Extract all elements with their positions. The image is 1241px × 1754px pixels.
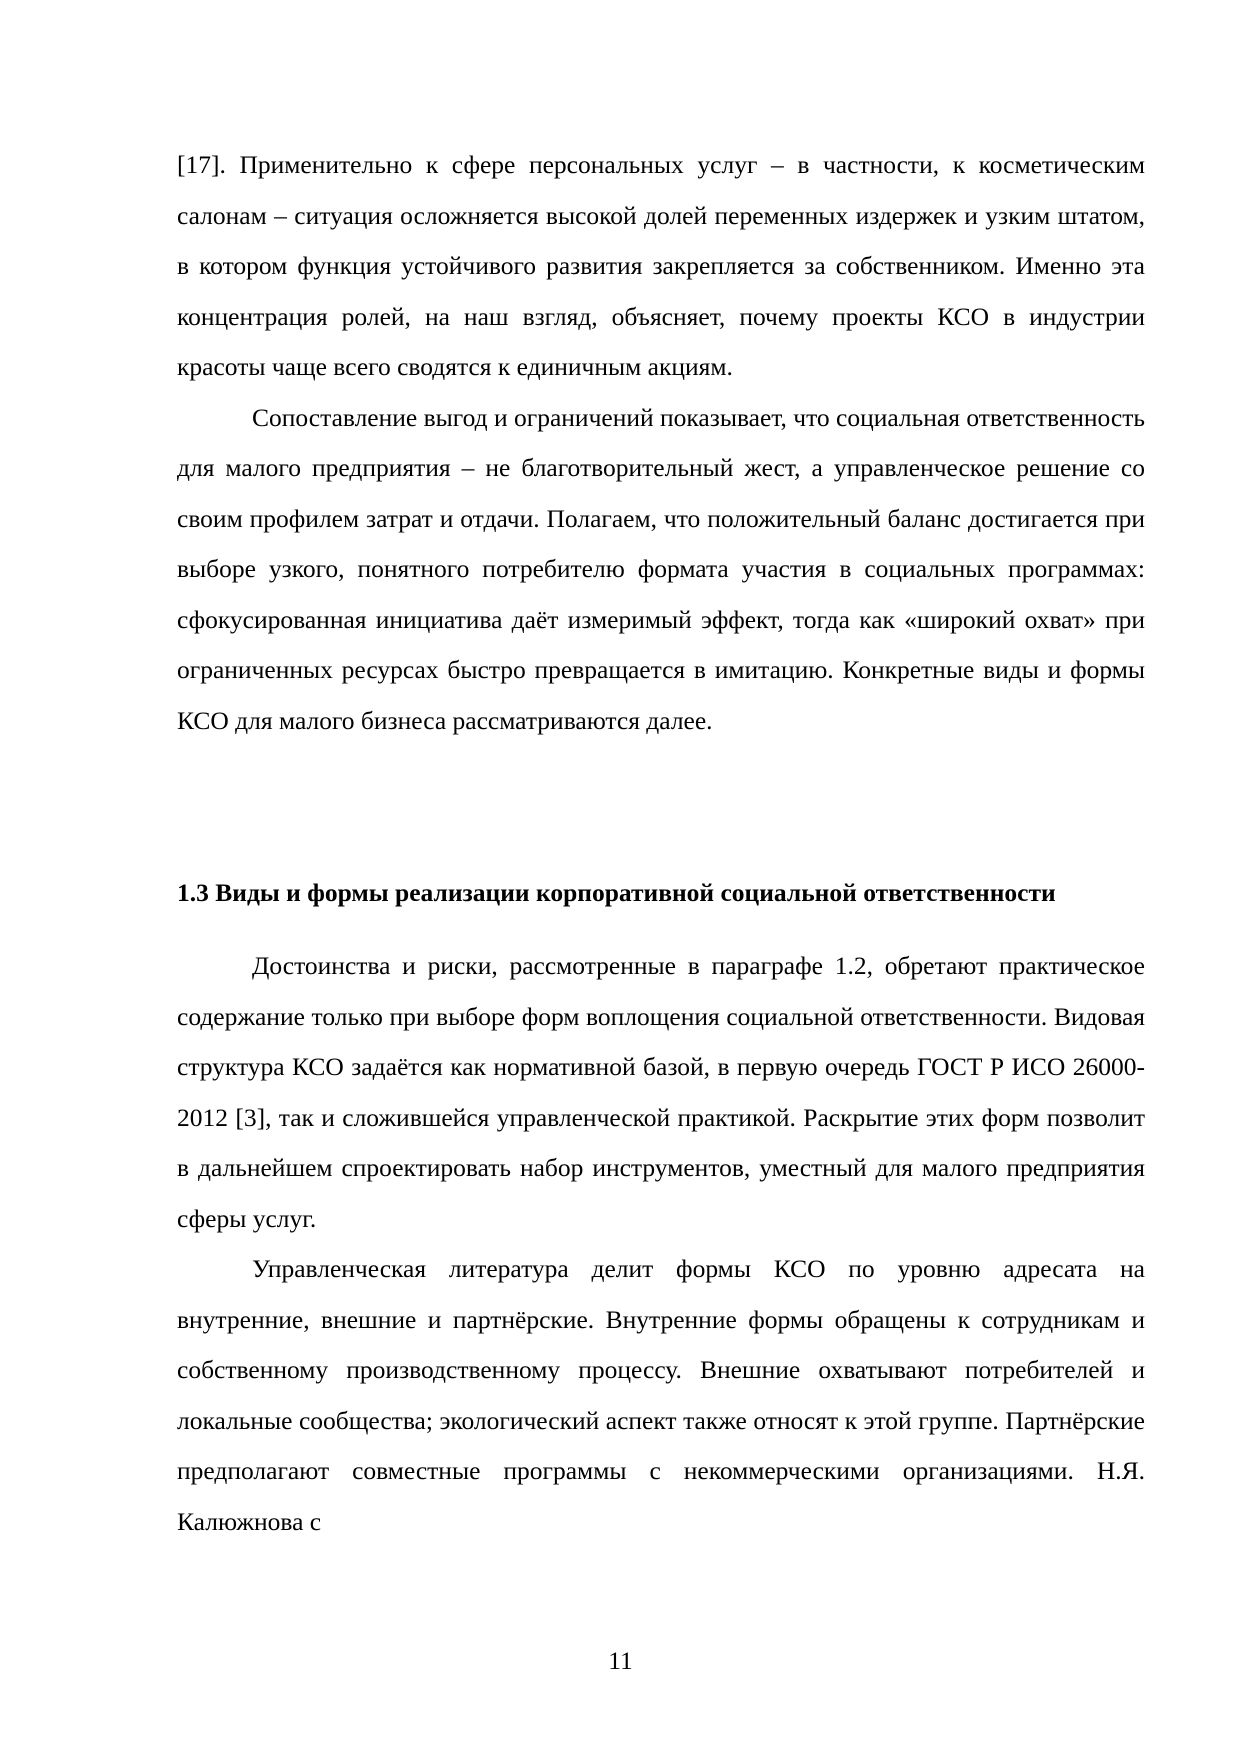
page-number: 11 [608,1646,633,1675]
paragraph-continuation: [17]. Применительно к сфере персональных услуг – в частности, к косметическим салонам – ситуация осложняется высокой долей переменных издержек и узким штатом, в котором функция устойчивого развития закрепляется за собственником. Именно эта концентрация ролей, на наш взгляд, объясняет, почему проекты КСО в индустрии красоты чаще всего сводятся к единичным акциям. [177,150,1145,381]
paragraph-summary: Сопоставление выгод и ограничений показывает, что социальная ответственность для малого предприятия – не благотворительный жест, а управленческое решение со своим профилем затрат и отдачи. Полагаем, что положительный баланс достигается при выборе узкого, понятного потребителю формата участия в социальных программах: сфокусированная инициатива даёт измеримый эффект, тогда как «широкий охват» при ограниченных ресурсах быстро превращается в имитацию. Конкретные виды и формы КСО для малого бизнеса рассматриваются далее. [177,402,1146,735]
section-heading: 1.3 Виды и формы реализации корпоративной социальной ответственности [177,878,1056,907]
body-text-bottom [177,941,1145,1547]
body-text-top [177,140,1145,746]
paragraph-intro: Достоинства и риски, рассмотренные в параграфе 1.2, обретают практическое содержание только при выборе форм воплощения социальной ответственности. Видовая структура КСО задаётся как нормативной базой, в первую очередь ГОСТ Р ИСО 26000-2012 [3], так и сложившейся управленческой практикой. Раскрытие этих форм позволит в дальнейшем спроектировать набор инструментов, уместный для малого предприятия сферы услуг. [177,951,1145,1233]
paragraph-classification: Управленческая литература делит формы КСО по уровню адресата на внутренние, внешние и партнёрские. Внутренние формы обращены к сотрудникам и собственному производственному процессу. Внешние охватывают потребителей и локальные сообщества; экологический аспект также относят к этой группе. Партнёрские предполагают совместные программы с некоммерческими организациями. Н.Я. Калюжнова с [177,1254,1145,1536]
